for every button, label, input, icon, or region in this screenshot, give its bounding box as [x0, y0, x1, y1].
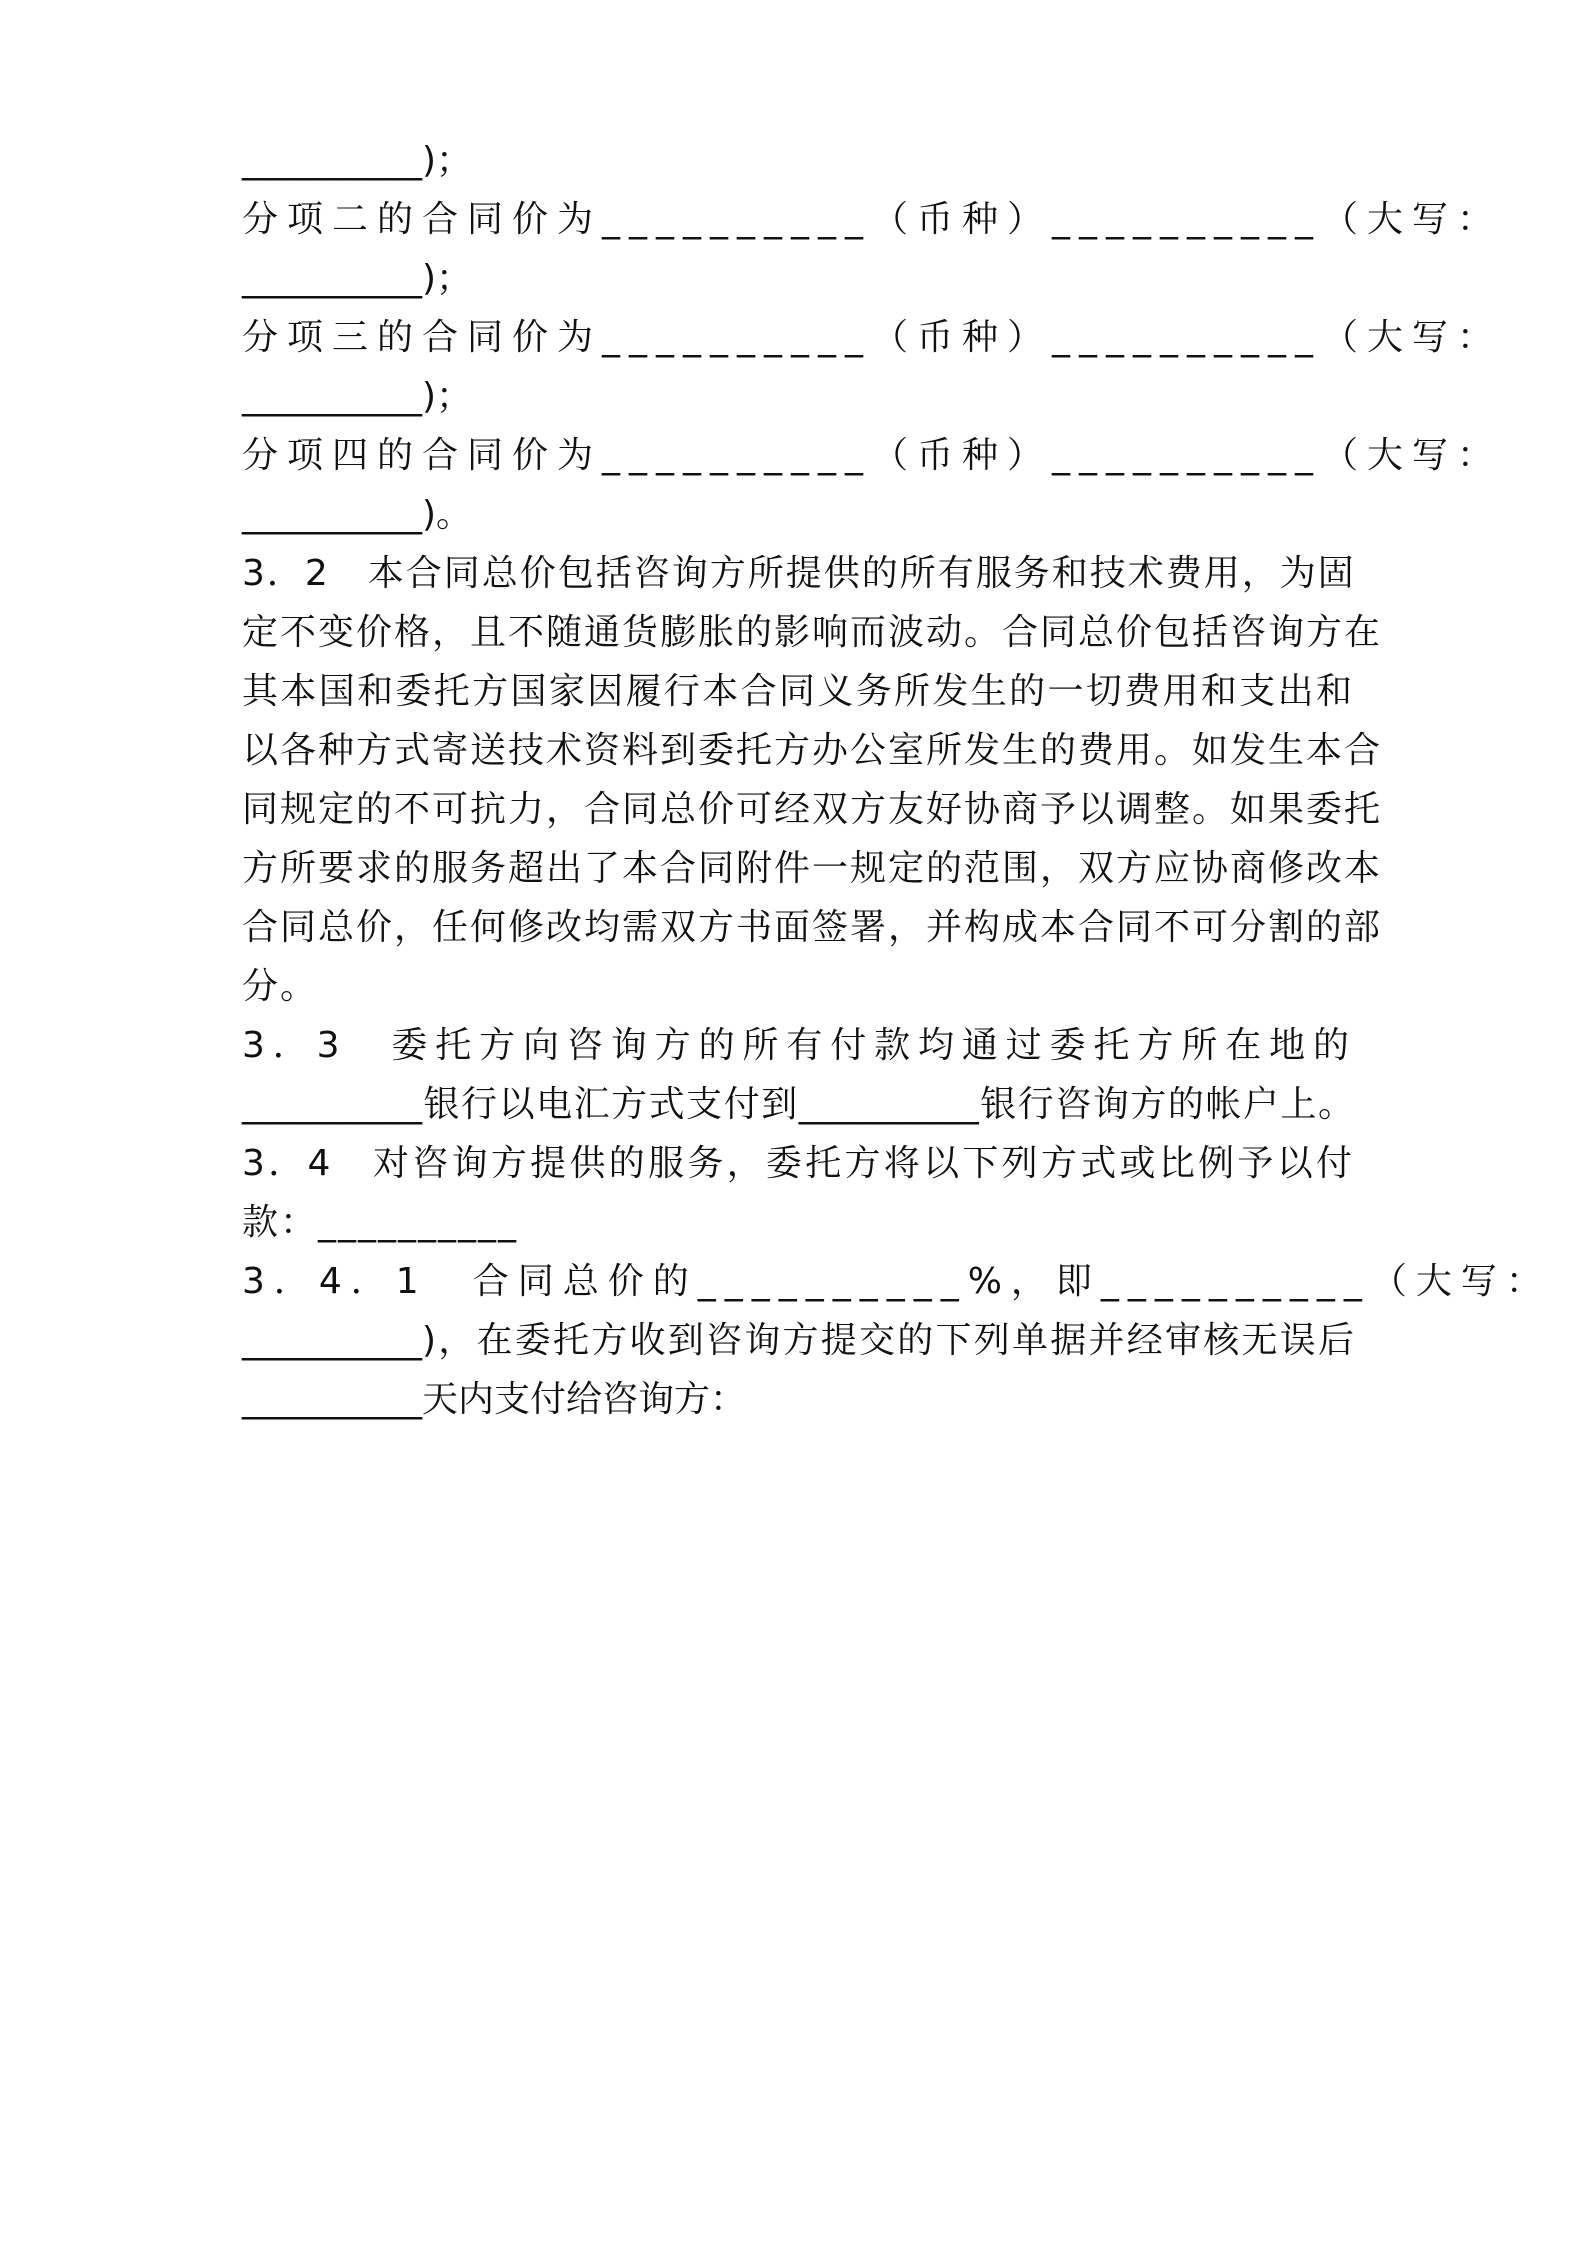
- text-line-9: 定不变价格，且不随通货膨胀的影响而波动。合同总价包括咨询方在: [242, 612, 1383, 653]
- text-line-3: __________)；: [242, 258, 473, 299]
- text-line-21: __________)，在委托方收到咨询方提交的下列单据并经审核无误后: [242, 1320, 1354, 1361]
- text-line-13: 方所要求的服务超出了本合同附件一规定的范围，双方应协商修改本: [242, 848, 1383, 889]
- text-line-15: 分。: [242, 966, 319, 1007]
- text-line-8: 3．2 本合同总价包括咨询方所提供的所有服务和技术费用，为固: [242, 553, 1356, 594]
- text-line-19: 款：__________: [242, 1202, 519, 1243]
- text-line-7: __________)。: [242, 494, 473, 535]
- text-line-16: 3．3 委托方向咨询方的所有付款均通过委托方所在地的: [242, 1025, 1354, 1066]
- text-line-5: __________)；: [242, 376, 473, 417]
- text-line-12: 同规定的不可抗力，合同总价可经双方友好协商予以调整。如果委托: [242, 789, 1383, 830]
- text-line-22: __________天内支付给咨询方：: [242, 1379, 747, 1420]
- text-line-2: 分项二的合同价为__________（币种）__________（大写：: [242, 199, 1503, 240]
- text-line-17: __________银行以电汇方式支付到__________银行咨询方的帐户上。: [242, 1084, 1354, 1125]
- text-line-11: 以各种方式寄送技术资料到委托方办公室所发生的费用。如发生本合: [242, 730, 1383, 771]
- text-line-4: 分项三的合同价为__________（币种）__________（大写：: [242, 317, 1503, 358]
- text-line-1: __________)；: [242, 140, 473, 181]
- text-line-14: 合同总价，任何修改均需双方书面签署，并构成本合同不可分割的部: [242, 907, 1383, 948]
- text-line-18: 3．4 对咨询方提供的服务，委托方将以下列方式或比例予以付: [242, 1143, 1354, 1184]
- text-line-6: 分项四的合同价为__________（币种）__________（大写：: [242, 435, 1503, 476]
- text-line-10: 其本国和委托方国家因履行本合同义务所发生的一切费用和支出和: [242, 671, 1354, 712]
- text-line-20: 3．4．1 合同总价的__________%，即__________（大写：: [242, 1261, 1551, 1302]
